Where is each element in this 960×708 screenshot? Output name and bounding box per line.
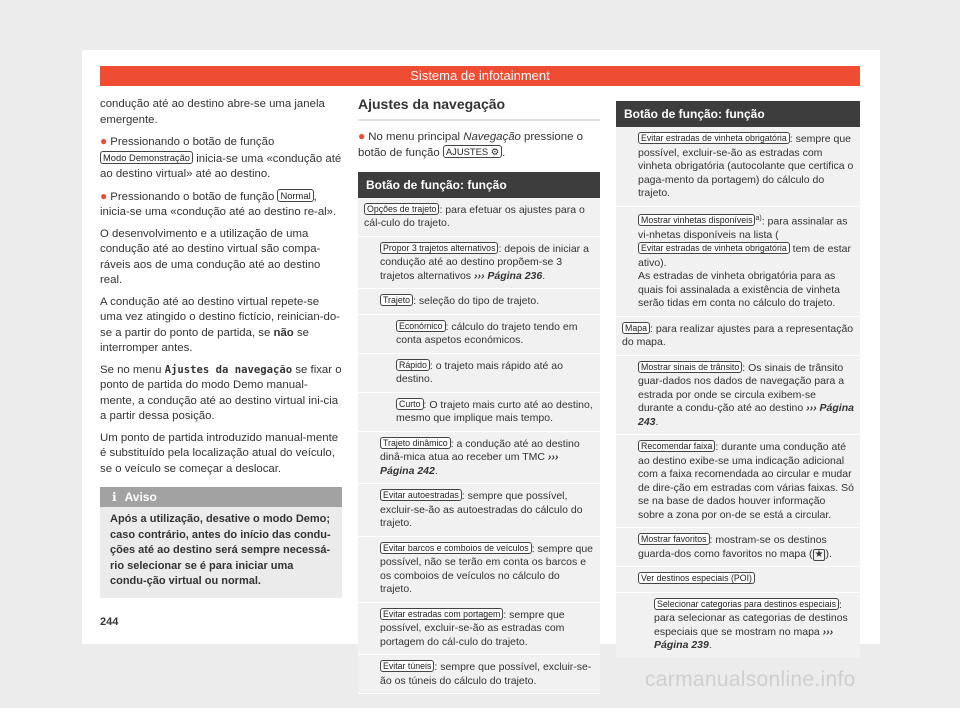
table-row: Trajeto dinâmico : a condução até ao destino dinâ-mica atua ao receber um TMC ››› Página 242. <box>358 432 600 485</box>
table-header: Botão de função: função <box>616 101 860 127</box>
notice-text: Após a utilização, desative o modo Demo; caso contrário, antes do início das condu-ções até ao destino será sempre necessá-rio selecionar se é para iniciar uma condu-ção virtual ou normal. <box>110 513 331 587</box>
chapter-title: Sistema de infotainment <box>410 68 550 83</box>
table-row: Evitar estradas com portagem : sempre que possível, excluir-se-ão as estradas com portagem do cál-culo do trajeto. <box>358 603 600 656</box>
paragraph: Se no menu Ajustes da navegação se fixar o ponto de partida do modo Demo manual-mente, a condução até ao destino virtual ini-cia a partir dessa posição. <box>100 363 342 422</box>
bullet-dot-icon: ● <box>100 188 108 203</box>
demo-mode-button-ref: Modo Demonstração <box>100 151 193 164</box>
table-row: Selecionar categorias para destinos especiais : para selecionar as categorias de destinos especiais que se mostram no mapa ››› Página 239. <box>654 598 848 651</box>
column-right <box>616 101 860 658</box>
bullet-navigation-settings: ● No menu principal Navegação pressione o botão de função AJUSTES ⚙ . <box>358 128 583 159</box>
bullet-normal-mode: ● Pressionando o botão de função Normal , inicia-se uma «condução até ao destino re-al». <box>100 188 337 218</box>
table-row: Curto : O trajeto mais curto até ao destino, mesmo que implique mais tempo. <box>358 393 600 432</box>
paragraph: A condução até ao destino virtual repete-se uma vez atingido o destino fictício, reinician-do-se a partir do ponto de partida, se não se interromper antes. <box>100 295 340 354</box>
table-row: Mostrar favoritos : mostram-se os destinos guarda-dos como favoritos no mapa ( ★ ). <box>616 528 860 567</box>
paragraph: condução até ao destino abre-se uma janela emergente. <box>100 98 325 126</box>
paragraph: Um ponto de partida introduzido manual-mente é substituído pela localização atual do veículo, se o veículo se começar a deslocar. <box>100 431 339 475</box>
bullet-dot-icon: ● <box>358 128 366 143</box>
table-row: Rápido : o trajeto mais rápido até ao destino. <box>358 354 600 393</box>
footnote-marker: a) <box>755 214 762 222</box>
section-title: Ajustes da navegação <box>358 97 600 121</box>
table-row: Evitar túneis : sempre que possível, excluir-se-ão os túneis do cálculo do trajeto. <box>358 655 600 694</box>
notice-box <box>100 487 342 598</box>
favorite-star-icon: ★ <box>814 548 824 560</box>
table-row: Evitar barcos e comboios de veículos : sempre que possível, não se terão em conta os barcos e os comboios de veículos no cálculo do trajeto. <box>358 537 600 603</box>
chapter-header <box>100 66 860 86</box>
watermark: carmanualsonline.info <box>645 668 856 691</box>
table-row: Propor 3 trajetos alternativos : depois de iniciar a condução até ao destino propõem-se 3 trajetos alternativos ››› Página 236. <box>358 237 600 290</box>
normal-button-ref: Normal <box>277 189 313 202</box>
table-row: Trajeto : seleção do tipo de trajeto. <box>358 289 600 315</box>
column-middle <box>358 97 600 694</box>
table-row: Evitar autoestradas : sempre que possível, excluir-se-ão as autoestradas do cálculo do trajeto. <box>358 484 600 537</box>
column-left <box>100 97 342 598</box>
table-row: Mostrar sinais de trânsito : Os sinais de trânsito guar-dados nos dados de navegação para a estrada por onde se circula exibem-se durante a condu-ção até ao destino ››› Página 243. <box>616 356 860 436</box>
settings-button-ref: AJUSTES ⚙ <box>443 145 502 158</box>
paragraph: O desenvolvimento e a utilização de uma condução até ao destino virtual são compa-ráveis aos de uma condução até ao destino real. <box>100 227 321 286</box>
table-row: Mapa : para realizar ajustes para a representação do mapa. <box>616 317 860 356</box>
info-icon: ℹ <box>112 490 117 504</box>
menu-name: Ajustes da navegação <box>164 363 293 376</box>
table-row: Opções de trajeto : para efetuar os ajustes para o cál-culo do trajeto. <box>358 198 600 237</box>
function-table <box>358 172 600 695</box>
table-row: Recomendar faixa : durante uma condução até ao destino exibe-se uma indicação adicional com a faixa recomendada ao circular e mudar de dire-ção em estradas com várias faixas. Só se na base de dados houver informação sobre a zona por on-de se está a circular. <box>616 435 860 528</box>
table-row: Mostrar vinhetas disponíveis $^{a)}$: para assinalar as vi-nhetas disponíveis na lista (Evitar estradas de vinheta obrigatória tem de estar ativo). As estradas de vinheta obrigatória para as quais foi assinalada a existência de vinheta serão tidas em conta no cálculo do trajeto. <box>616 207 860 317</box>
settings-gear-icon: ⚙ <box>490 146 500 157</box>
function-table-continued <box>616 101 860 658</box>
notice-header: ℹ Aviso <box>100 487 342 507</box>
page-number: 244 <box>100 616 119 628</box>
bullet-demo-mode: ● Pressionando o botão de função Modo Demonstração inicia-se uma «condução até ao destino virtual» até ao destino. <box>100 134 342 180</box>
bullet-dot-icon: ● <box>100 134 108 148</box>
table-header: Botão de função: função <box>358 172 600 198</box>
table-row: Económico : cálculo do trajeto tendo em conta aspetos económicos. <box>358 315 600 354</box>
table-row: Evitar estradas de vinheta obrigatória : sempre que possível, excluir-se-ão as estradas com vinheta obrigatória (autocolante que certifica o paga-mento da portagem) do cálculo do trajeto. <box>616 127 860 207</box>
table-row: Ver destinos especiais (POI) <box>616 567 860 593</box>
